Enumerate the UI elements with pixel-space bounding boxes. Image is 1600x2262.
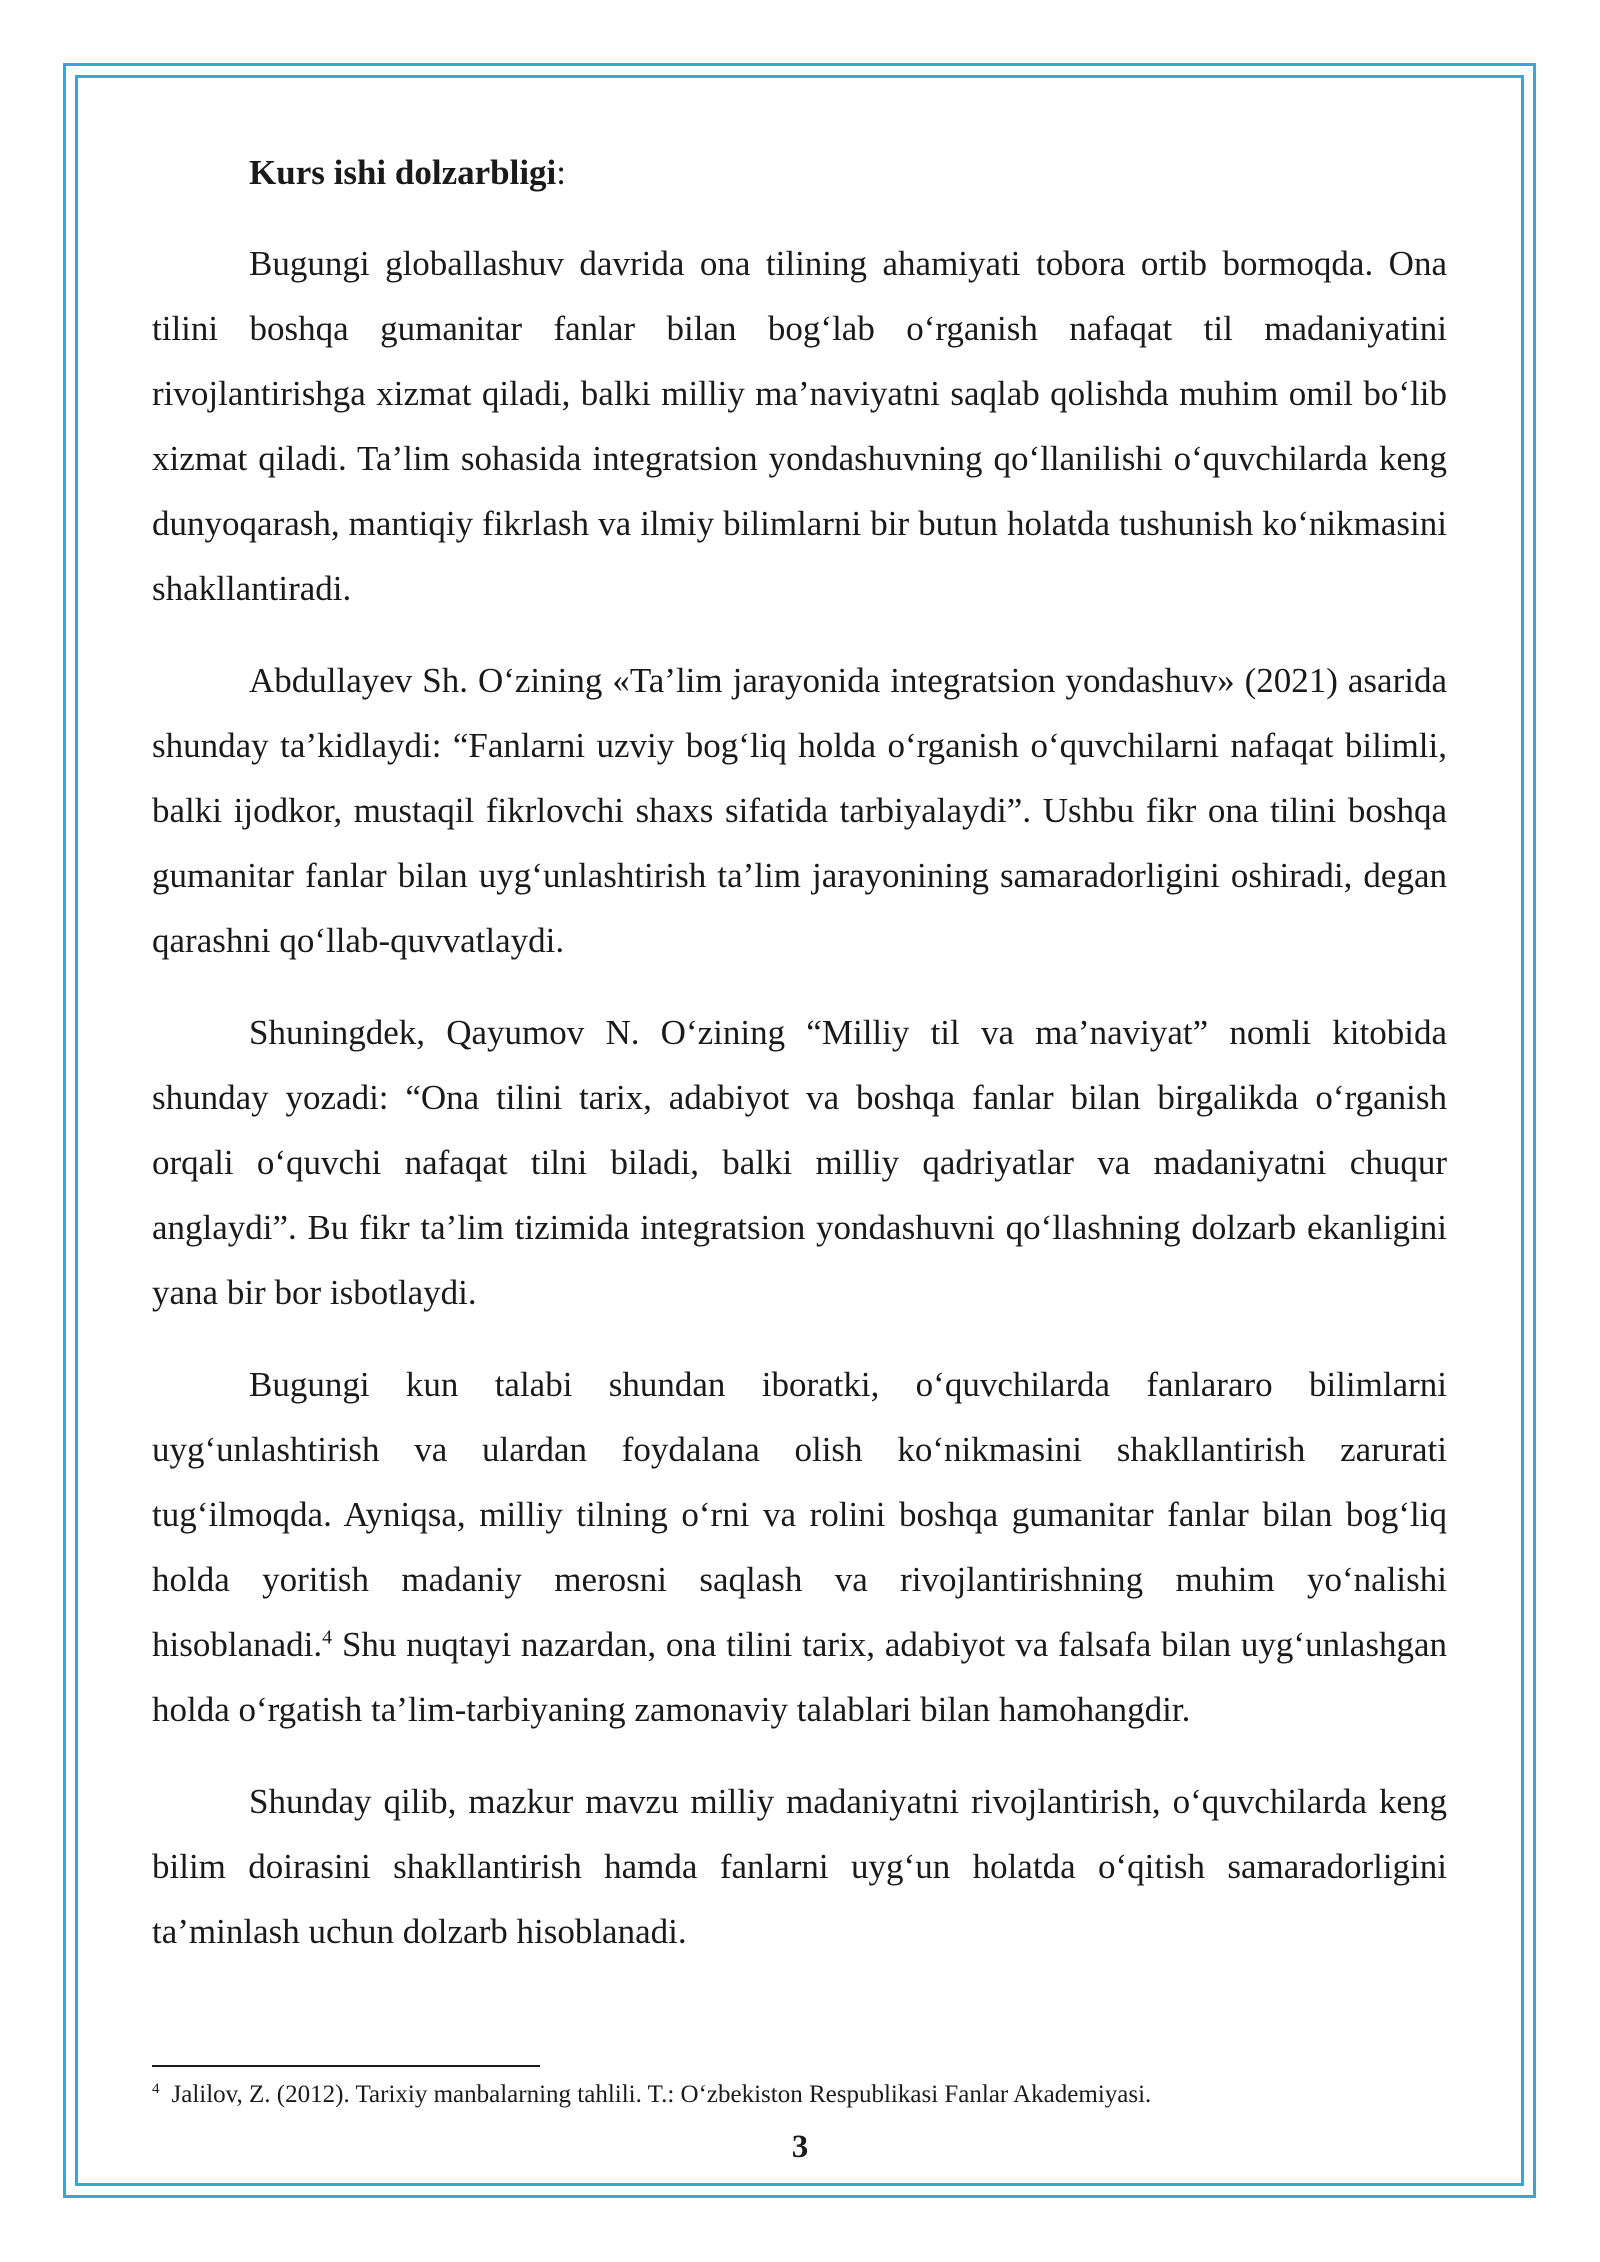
paragraph-1: Bugungi globallashuv davrida ona tilining ahamiyati tobora ortib bormoqda. Ona tilini boshqa gumanitar fanlar bilan bog‘lab o‘rganish nafaqat til madaniyatini rivojlantirishga xizmat qiladi, balki milliy ma’naviyatni saqlab qolishda muhim omil bo‘lib xizmat qiladi. Ta’lim sohasida integratsion yondashuvning qo‘llanilishi o‘quvchilarda keng dunyoqarash, mantiqiy fikrlash va ilmiy bilimlarni bir butun holatda tushunish ko‘nikmasini shakllantiradi. [152,244,1447,608]
paragraph-4 [152,1352,1447,1742]
section-heading [152,140,1447,205]
footnote [152,2078,1452,2112]
paragraph-3: Shuningdek, Qayumov N. O‘zining “Milliy til va ma’naviyat” nomli kitobida shunday yozadi: “Ona tilini tarix, adabiyot va boshqa fanlar bilan birgalikda o‘rganish orqali o‘quvchi nafaqat tilni biladi, balki milliy qadriyatlar va madaniyatni chuqur anglaydi”. Bu fikr ta’lim tizimida integratsion yondashuvni qo‘llashning dolzarb ekanligini yana bir bor isbotlaydi. [152,1013,1447,1312]
footnote-reference[interactable]: 4 [322,1626,333,1649]
paragraph-2: Abdullayev Sh. O‘zining «Ta’lim jarayonida integratsion yondashuv» (2021) asarida shunday ta’kidlaydi: “Fanlarni uzviy bog‘liq holda o‘rganish o‘quvchilarni nafaqat bilimli, balki ijodkor, mustaqil fikrlovchi shaxs sifatida tarbiyalaydi”. Ushbu fikr ona tilini boshqa gumanitar fanlar bilan uyg‘unlashtirish ta’lim jarayonining samaradorligini oshiradi, degan qarashni qo‘llab-quvvatlaydi. [152,661,1447,960]
footnote-text: Jalilov, Z. (2012). Tarixiy manbalarning tahlili. T.: O‘zbekiston Respublikasi Fanlar Akademiyasi. [171,2081,1152,2108]
section-title: Kurs ishi dolzarbligi [249,153,557,192]
footnote-number: 4 [152,2080,160,2097]
document-body [152,140,1447,1991]
page-number: 3 [791,2129,809,2165]
paragraph-5: Shunday qilib, mazkur mavzu milliy madaniyatni rivojlantirish, o‘quvchilarda keng bilim doirasini shakllantirish hamda fanlarni uyg‘un holatda o‘qitish samaradorligini ta’minlash uchun dolzarb hisoblanadi. [152,1782,1447,1951]
paragraph-4-part-1: Bugungi kun talabi shundan iboratki, o‘quvchilarda fanlararo bilimlarni uyg‘unlashtirish va ulardan foydalana olish ko‘nikmasini shakllantirish zarurati tug‘ilmoqda. Ayniqsa, milliy tilning o‘rni va rolini boshqa gumanitar fanlar bilan bog‘liq holda yoritish madaniy merosni saqlash va rivojlantirishning muhim yo‘nalishi hisoblanadi. [152,1365,1447,1664]
paragraph-4-part-2: Shu nuqtayi nazardan, ona tilini tarix, adabiyot va falsafa bilan uyg‘unlashgan holda o‘rgatish ta’lim-tarbiyaning zamonaviy talablari bilan hamohangdir. [152,1625,1447,1729]
heading-colon: : [556,153,567,192]
footnote-separator [152,2065,540,2067]
